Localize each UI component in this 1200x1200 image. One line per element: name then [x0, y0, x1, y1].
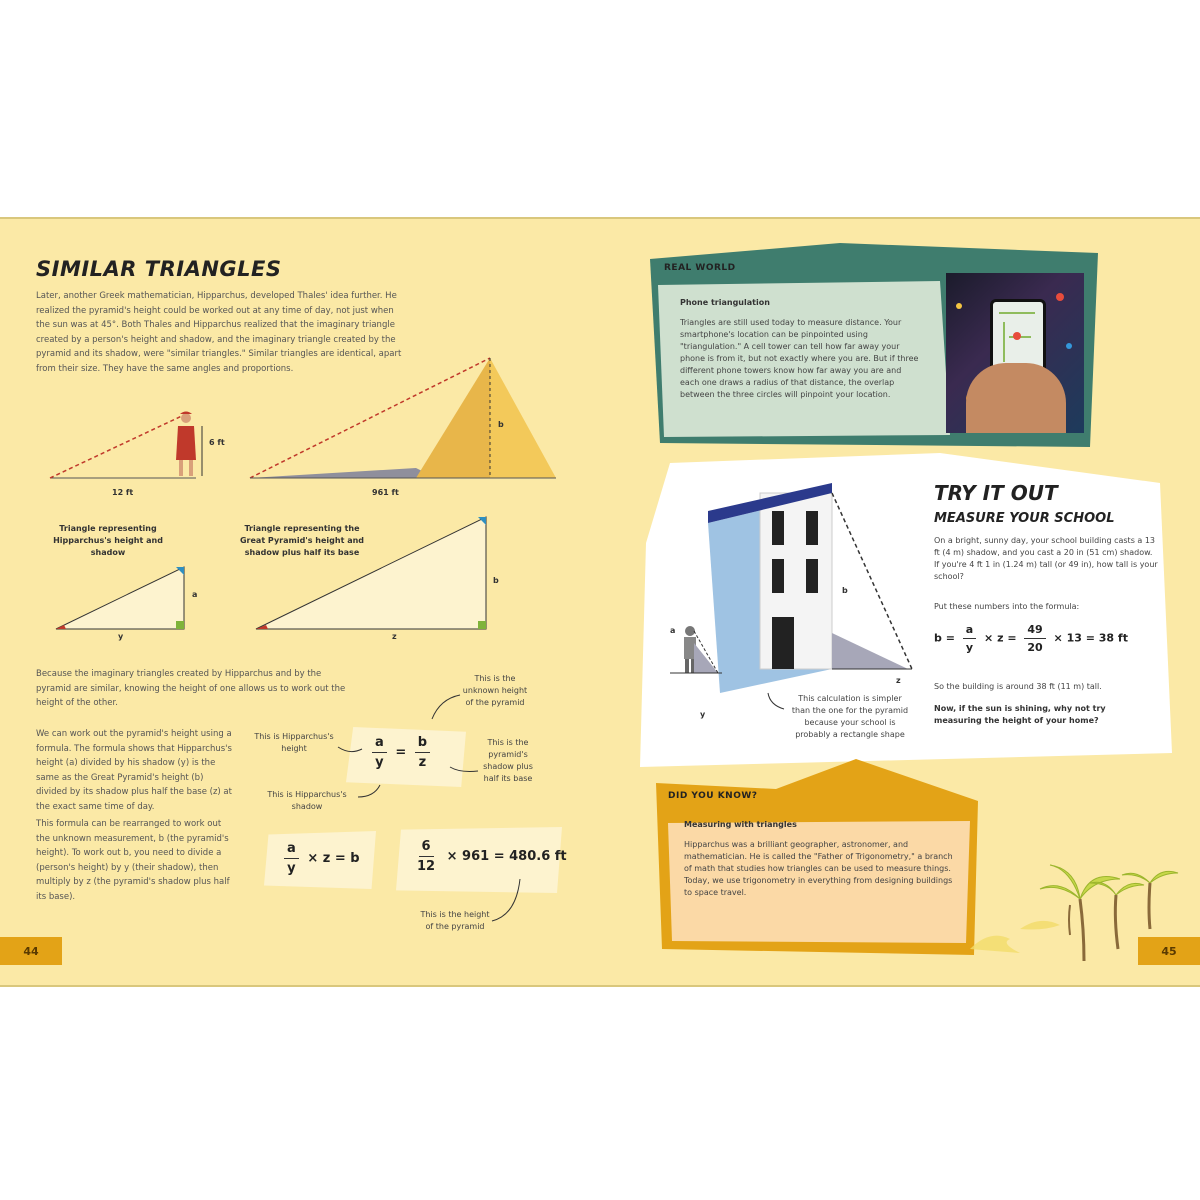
- try-it-out-title: TRY IT OUT: [934, 481, 1058, 505]
- hipparchus-figure: [176, 412, 196, 477]
- building-door: [772, 617, 794, 669]
- building-front: [760, 493, 832, 669]
- try-it-out-formula: [934, 623, 1128, 654]
- pyramid-shadow-label: 961 ft: [372, 488, 399, 497]
- small-triangle: [56, 567, 184, 629]
- pyramid-shadow-diagram: [36, 354, 566, 504]
- building-shadow-label: z: [896, 676, 901, 685]
- student-height-label: a: [670, 626, 676, 635]
- real-world-text: Triangles are still used today to measure distance. Your smartphone's location can be pinpointed using "triangulation." A cell tower can tell how far away your phone is from it, but not exactly where you are. But if three different phone towers know how far away you are and each one draws a radius of that distance, the overlap between the three circles will pinpoint your location.: [680, 318, 919, 399]
- book-spread: [0, 217, 1200, 987]
- did-you-know-title: Measuring with triangles: [684, 820, 797, 829]
- formula-main-eq: =: [395, 745, 407, 760]
- try-formula-y: y: [965, 641, 974, 654]
- try-it-out-challenge: Now, if the sun is shining, why not try measuring the height of your home?: [934, 704, 1106, 725]
- formula-rearranged: [280, 841, 360, 876]
- formula-rearranged-y: y: [287, 861, 296, 876]
- try-formula-num: 49: [1024, 623, 1045, 639]
- try-it-out-result: So the building is around 38 ft (11 m) tall.: [934, 682, 1102, 691]
- did-you-know-header: DID YOU KNOW?: [668, 791, 758, 801]
- large-triangle-caption: Triangle representing the Great Pyramid's height and shadow plus half its base: [239, 524, 365, 557]
- try-formula-rest: × 13 = 38 ft: [1053, 631, 1128, 645]
- did-you-know-text: Hipparchus was a brilliant geographer, astronomer, and mathematician. He is called the "Father of Trigonometry," a branch of math that studies how triangles can be used to measure things. Today, we use trigonometry in everything from designing buildings to space travel.: [684, 840, 953, 897]
- formula-numeric-num: 6: [419, 839, 434, 857]
- sun-ray-person: [50, 414, 186, 478]
- large-base-label: z: [392, 632, 397, 641]
- try-formula-a: a: [963, 623, 976, 639]
- page-number-right: 45: [1138, 937, 1200, 965]
- try-formula-lhs: b =: [934, 631, 955, 645]
- large-side-label: b: [493, 576, 499, 585]
- formula-main-y: y: [375, 755, 384, 770]
- formula-main-z: z: [418, 755, 427, 770]
- small-base-label: y: [118, 632, 124, 641]
- annotation-height-result: This is the height of the pyramid: [420, 910, 490, 931]
- annotation-hipparchus-height: This is Hipparchus's height: [254, 732, 334, 753]
- formula-numeric-rest: × 961 = 480.6 ft: [446, 849, 567, 864]
- rearrange-paragraph: This formula can be rearranged to work out the unknown measurement, b (the pyramid's height). To work out b, you need to divide a (person's height) by y (their shadow), then multiply by z (the pyramid's shadow plus half its base).: [36, 819, 230, 902]
- try-it-out-instruction: Put these numbers into the formula:: [934, 602, 1080, 611]
- pyramid-face-right: [490, 358, 556, 478]
- building-annotation: This calculation is simpler than the one for the pyramid because your school is probably a rectangle shape: [791, 694, 909, 739]
- annotation-pyramid-shadow: This is the pyramid's shadow plus half its base: [483, 738, 533, 783]
- page-number-left: 44: [0, 937, 62, 965]
- intro-paragraph: Later, another Greek mathematician, Hipparchus, developed Thales' idea further. He realized the pyramid's height could be worked out at any time of day, not just when the sun was at 45°. Both Thales and Hipparchus realized that the imaginary triangle created by a person's height and shadow, and the imaginary triangle created by the pyramid and its shadow, were "similar triangles." Similar triangles are identical, apart from their size. They have the same angles and proportions.: [36, 291, 402, 374]
- formula-rearranged-a: a: [284, 841, 299, 859]
- formula-main-b: b: [415, 735, 430, 753]
- person-height-label: 6 ft: [209, 438, 225, 447]
- formula-paragraph: We can work out the pyramid's height using a formula. The formula shows that Hipparchus's height (a) divided by his shadow (y) is the same as the Great Pyramid's height (b) divided by its shadow plus half the base (z) at the exact same time of day.: [36, 729, 232, 812]
- phone-photo: [946, 273, 1084, 433]
- result-annotation-arrow: [470, 869, 530, 929]
- annotation-hipparchus-shadow: This is Hipparchus's shadow: [267, 790, 347, 811]
- similar-triangles-diagram: [48, 509, 498, 639]
- small-triangle-caption: Triangle representing Hipparchus's height and shadow: [53, 524, 163, 557]
- real-world-header: REAL WORLD: [664, 263, 736, 273]
- small-right-angle: [176, 621, 184, 629]
- formula-numeric-den: 12: [417, 859, 436, 874]
- building-height-label: b: [842, 586, 848, 595]
- large-right-angle: [478, 621, 486, 629]
- similar-paragraph: Because the imaginary triangles created by Hipparchus and by the pyramid are similar, knowing the height of one allows us to work out the height of the other.: [36, 669, 346, 708]
- try-it-out-text: On a bright, sunny day, your school building casts a 13 ft (4 m) shadow, and you cast a 20 in (51 cm) shadow. If you're 4 ft 1 in (1.24 m) tall (or 49 in), how tall is your school?: [934, 536, 1158, 581]
- large-triangle: [256, 517, 486, 629]
- person-shadow-label: 12 ft: [112, 488, 134, 497]
- try-formula-den: 20: [1027, 641, 1043, 654]
- try-it-out-subtitle: MEASURE YOUR SCHOOL: [934, 511, 1115, 526]
- pyramid-shadow: [250, 468, 436, 478]
- annotation-unknown-height: This is the unknown height of the pyramid: [462, 674, 528, 707]
- school-building-illustration: [660, 483, 920, 723]
- try-formula-mid: × z =: [984, 631, 1017, 645]
- building-shadow: [832, 633, 908, 669]
- real-world-title: Phone triangulation: [680, 298, 770, 307]
- formula-annotation-arrows: [330, 689, 480, 809]
- small-side-label: a: [192, 590, 198, 599]
- page-title: SIMILAR TRIANGLES: [36, 257, 282, 281]
- formula-rearranged-rest: × z = b: [307, 851, 360, 866]
- formula-main-a: a: [372, 735, 387, 753]
- student-shadow-label: y: [700, 710, 706, 719]
- pyramid-height-label: b: [498, 420, 504, 429]
